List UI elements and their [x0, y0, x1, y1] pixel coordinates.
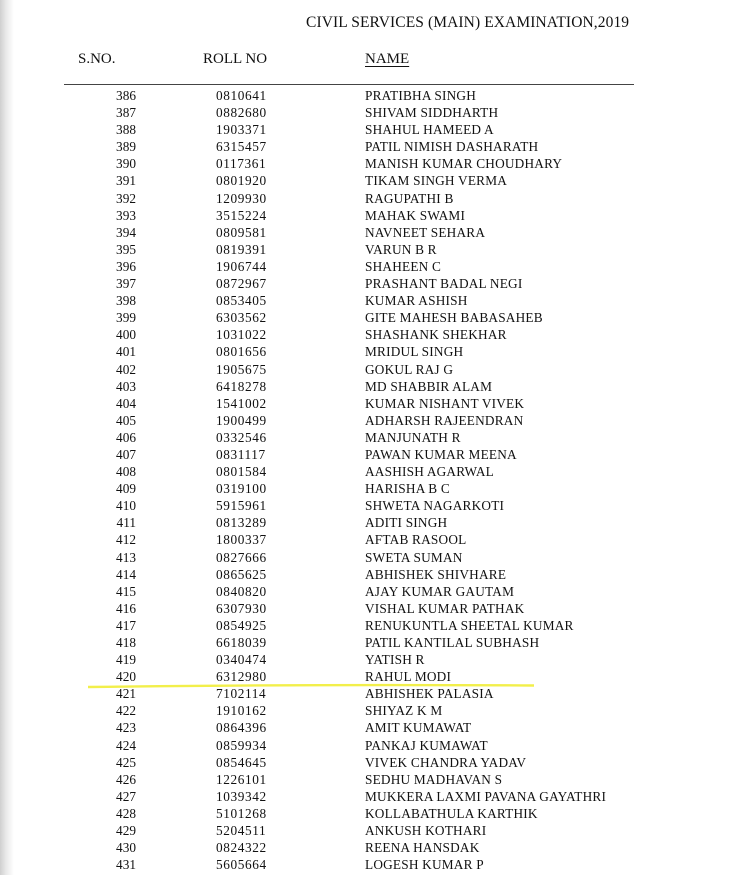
table-row — [0, 856, 746, 873]
table-row — [0, 104, 746, 121]
row-sno: 399 — [116, 310, 136, 326]
row-name: VARUN B R — [365, 241, 437, 257]
row-name: GITE MAHESH BABASAHEB — [365, 310, 543, 326]
table-row — [0, 497, 746, 514]
row-roll-no: 1905675 — [216, 361, 267, 377]
row-roll-no: 5101268 — [216, 805, 267, 821]
row-name: PANKAJ KUMAWAT — [365, 737, 488, 753]
row-name: MD SHABBIR ALAM — [365, 378, 493, 394]
table-row — [0, 155, 746, 172]
row-roll-no: 0801584 — [216, 464, 267, 480]
table-row — [0, 275, 746, 292]
row-name: AFTAB RASOOL — [365, 532, 467, 548]
row-sno: 398 — [116, 293, 136, 309]
row-roll-no: 0872967 — [216, 276, 267, 292]
table-row — [0, 685, 746, 702]
row-sno: 397 — [116, 276, 136, 292]
row-roll-no: 0824322 — [216, 840, 267, 856]
row-name: MANISH KUMAR CHOUDHARY — [365, 156, 563, 172]
row-sno: 395 — [116, 241, 136, 257]
row-name: RENUKUNTLA SHEETAL KUMAR — [365, 617, 574, 633]
table-row — [0, 446, 746, 463]
row-sno: 417 — [116, 617, 136, 633]
row-name: RAHUL MODI — [365, 669, 452, 685]
table-row — [0, 138, 746, 155]
row-sno: 404 — [116, 395, 136, 411]
row-roll-no: 6312980 — [216, 669, 267, 685]
row-roll-no: 1910162 — [216, 703, 267, 719]
table-row — [0, 309, 746, 326]
row-roll-no: 5605664 — [216, 857, 267, 873]
column-header-sno: S.NO. — [78, 51, 116, 67]
row-roll-no: 0819391 — [216, 241, 267, 257]
row-sno: 431 — [116, 857, 136, 873]
column-header-roll: ROLL NO — [203, 51, 268, 67]
row-name: RAGUPATHI B — [365, 190, 454, 206]
row-roll-no: 0831117 — [216, 446, 266, 462]
row-name: ADHARSH RAJEENDRAN — [365, 412, 524, 428]
table-row — [0, 207, 746, 224]
row-roll-no: 0864396 — [216, 720, 267, 736]
row-sno: 424 — [116, 737, 136, 753]
table-row — [0, 839, 746, 856]
table-row — [0, 241, 746, 258]
row-name: SHIVAM SIDDHARTH — [365, 105, 499, 121]
row-sno: 408 — [116, 464, 136, 480]
row-roll-no: 5915961 — [216, 498, 267, 514]
row-roll-no: 1541002 — [216, 395, 267, 411]
table-row — [0, 668, 746, 685]
table-row — [0, 224, 746, 241]
table-row — [0, 190, 746, 207]
row-name: KUMAR NISHANT VIVEK — [365, 395, 525, 411]
row-sno: 420 — [116, 669, 136, 685]
row-name: KUMAR ASHISH — [365, 293, 468, 309]
row-name: ANKUSH KOTHARI — [365, 823, 487, 839]
row-name: SHWETA NAGARKOTI — [365, 498, 505, 514]
table-row — [0, 549, 746, 566]
row-name: PATIL NIMISH DASHARATH — [365, 139, 539, 155]
row-name: ABHISHEK PALASIA — [365, 686, 494, 702]
table-row — [0, 771, 746, 788]
row-roll-no: 1209930 — [216, 190, 267, 206]
row-sno: 426 — [116, 771, 136, 787]
row-name: SHASHANK SHEKHAR — [365, 327, 507, 343]
row-name: TIKAM SINGH VERMA — [365, 173, 508, 189]
row-name: AJAY KUMAR GAUTAM — [365, 583, 515, 599]
row-sno: 401 — [116, 344, 136, 360]
row-name: MUKKERA LAXMI PAVANA GAYATHRI — [365, 788, 607, 804]
row-sno: 403 — [116, 378, 136, 394]
row-sno: 422 — [116, 703, 136, 719]
row-roll-no: 6315457 — [216, 139, 267, 155]
row-roll-no: 0882680 — [216, 105, 267, 121]
row-sno: 414 — [116, 566, 136, 582]
row-name: ABHISHEK SHIVHARE — [365, 566, 507, 582]
row-roll-no: 0801920 — [216, 173, 267, 189]
row-sno: 419 — [116, 652, 136, 668]
row-roll-no: 0854925 — [216, 617, 267, 633]
row-sno: 427 — [116, 788, 136, 804]
row-sno: 406 — [116, 429, 136, 445]
table-row — [0, 566, 746, 583]
table-row — [0, 258, 746, 275]
row-name: PATIL KANTILAL SUBHASH — [365, 635, 540, 650]
table-row — [0, 343, 746, 360]
row-sno: 412 — [116, 532, 136, 548]
column-header-name: NAME — [365, 51, 410, 67]
table-row — [0, 480, 746, 497]
row-roll-no: 1903371 — [216, 122, 267, 138]
row-sno: 387 — [116, 105, 136, 121]
row-name: REENA HANSDAK — [365, 840, 480, 856]
row-sno: 392 — [116, 190, 136, 206]
table-row — [0, 172, 746, 189]
row-roll-no: 1039342 — [216, 788, 267, 804]
row-roll-no: 0801656 — [216, 344, 267, 360]
row-name: PRASHANT BADAL NEGI — [365, 276, 523, 292]
row-sno: 405 — [116, 412, 136, 428]
row-roll-no: 0117361 — [216, 156, 267, 172]
row-name: AMIT KUMAWAT — [365, 720, 472, 736]
row-sno: 416 — [116, 600, 136, 616]
row-roll-no: 0853405 — [216, 293, 267, 309]
row-name: MRIDUL SINGH — [365, 344, 464, 360]
table-row — [0, 531, 746, 548]
row-sno: 428 — [116, 805, 136, 821]
table-row — [0, 412, 746, 429]
row-roll-no: 0865625 — [216, 566, 267, 582]
row-roll-no: 3515224 — [216, 207, 267, 223]
row-roll-no: 7102114 — [216, 686, 267, 702]
table-row — [0, 463, 746, 480]
table-row — [0, 788, 746, 805]
row-name: HARISHA B C — [365, 481, 450, 497]
row-sno: 421 — [116, 686, 136, 702]
row-sno: 394 — [116, 224, 136, 240]
table-row — [0, 583, 746, 600]
table-row — [0, 617, 746, 634]
table-row — [0, 719, 746, 736]
row-roll-no: 6303562 — [216, 310, 267, 326]
table-row — [0, 651, 746, 668]
row-roll-no: 6618039 — [216, 635, 267, 650]
table-row — [0, 514, 746, 531]
table-row — [0, 361, 746, 378]
row-name: VISHAL KUMAR PATHAK — [365, 600, 525, 616]
row-roll-no: 1031022 — [216, 327, 267, 343]
row-roll-no: 6418278 — [216, 378, 267, 394]
row-roll-no: 6307930 — [216, 600, 267, 616]
row-sno: 390 — [116, 156, 136, 172]
row-roll-no: 0332546 — [216, 429, 267, 445]
row-sno: 393 — [116, 207, 136, 223]
table-row — [0, 378, 746, 395]
row-name: MANJUNATH R — [365, 429, 461, 445]
table-row — [0, 429, 746, 446]
row-roll-no: 0859934 — [216, 737, 267, 753]
table-row — [0, 634, 746, 651]
row-sno: 415 — [116, 583, 136, 599]
row-sno: 386 — [116, 88, 136, 103]
row-sno: 409 — [116, 481, 136, 497]
table-row — [0, 805, 746, 822]
row-sno: 418 — [116, 635, 136, 650]
row-roll-no: 1906744 — [216, 258, 267, 274]
row-roll-no: 0810641 — [216, 88, 267, 103]
row-name: PAWAN KUMAR MEENA — [365, 446, 517, 462]
results-list — [0, 87, 746, 873]
row-sno: 430 — [116, 840, 136, 856]
row-sno: 391 — [116, 173, 136, 189]
row-name: SEDHU MADHAVAN S — [365, 771, 503, 787]
row-sno: 400 — [116, 327, 136, 343]
row-roll-no: 0854645 — [216, 754, 267, 770]
table-row — [0, 737, 746, 754]
row-sno: 429 — [116, 823, 136, 839]
row-name: AASHISH AGARWAL — [365, 464, 494, 480]
row-name: PRATIBHA SINGH — [365, 88, 477, 103]
row-roll-no: 0809581 — [216, 224, 267, 240]
row-sno: 410 — [116, 498, 136, 514]
table-row — [0, 292, 746, 309]
row-roll-no: 1226101 — [216, 771, 267, 787]
row-name: GOKUL RAJ G — [365, 361, 454, 377]
row-roll-no: 1800337 — [216, 532, 267, 548]
table-row — [0, 702, 746, 719]
row-name: ADITI SINGH — [365, 515, 448, 531]
row-roll-no: 0813289 — [216, 515, 267, 531]
row-name: KOLLABATHULA KARTHIK — [365, 805, 538, 821]
row-roll-no: 1900499 — [216, 412, 267, 428]
table-row — [0, 395, 746, 412]
row-name: SWETA SUMAN — [365, 549, 463, 565]
row-sno: 388 — [116, 122, 136, 138]
table-row — [0, 326, 746, 343]
row-roll-no: 0827666 — [216, 549, 267, 565]
table-row — [0, 121, 746, 138]
row-name: SHAHEEN C — [365, 258, 442, 274]
row-roll-no: 0340474 — [216, 652, 267, 668]
row-sno: 402 — [116, 361, 136, 377]
row-name: MAHAK SWAMI — [365, 207, 466, 223]
row-roll-no: 5204511 — [216, 823, 267, 839]
row-name: SHIYAZ K M — [365, 703, 443, 719]
row-name: YATISH R — [365, 652, 425, 668]
row-sno: 389 — [116, 139, 136, 155]
row-roll-no: 0319100 — [216, 481, 267, 497]
header-divider — [64, 84, 634, 85]
row-roll-no: 0840820 — [216, 583, 267, 599]
table-row — [0, 754, 746, 771]
row-sno: 425 — [116, 754, 136, 770]
row-name: VIVEK CHANDRA YADAV — [365, 754, 527, 770]
table-row — [0, 822, 746, 839]
table-row — [0, 87, 746, 104]
row-name: NAVNEET SEHARA — [365, 224, 486, 240]
row-sno: 407 — [116, 446, 136, 462]
page-title: CIVIL SERVICES (MAIN) EXAMINATION,2019 — [306, 14, 630, 31]
row-name: SHAHUL HAMEED A — [365, 122, 494, 138]
row-sno: 396 — [116, 258, 136, 274]
row-sno: 411 — [116, 515, 136, 531]
table-row — [0, 600, 746, 617]
row-name: LOGESH KUMAR P — [365, 857, 484, 873]
row-sno: 423 — [116, 720, 136, 736]
row-sno: 413 — [116, 549, 136, 565]
